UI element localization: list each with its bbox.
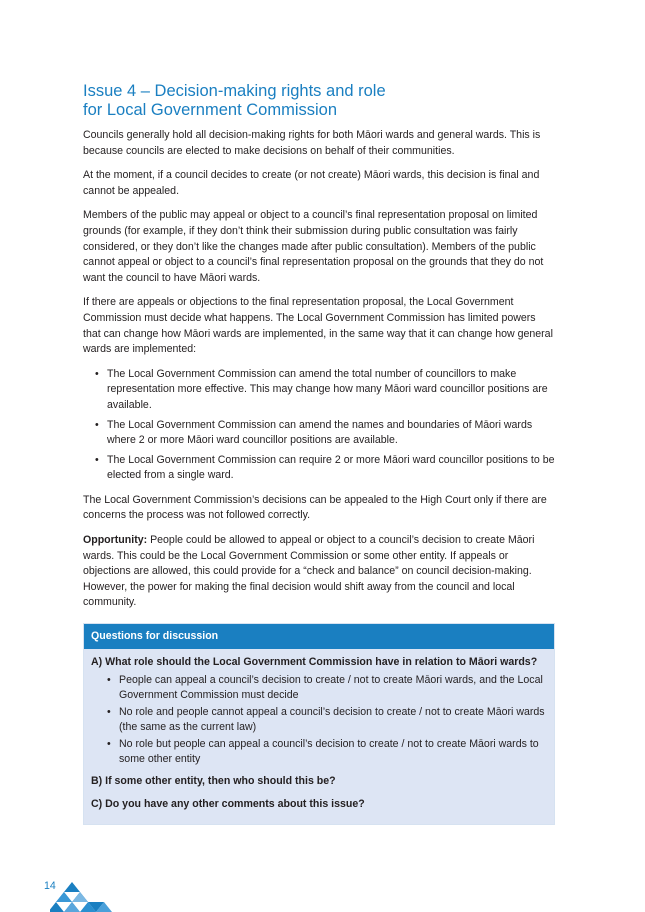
questions-header: Questions for discussion — [84, 624, 554, 649]
paragraph-4: If there are appeals or objections to the final representation proposal, the Local Government Commission must decide what happens. The Local Government Commission has limited powers that can change how Māori wards are implemented, in the same way that it can change how general wards are implemented: — [83, 296, 553, 356]
paragraph-1: Councils generally hold all decision-making rights for both Māori wards and general wards. This is because councils are elected to make decisions on behalf of their communities. — [83, 129, 541, 157]
question-b: B) If some other entity, then who should this be? — [91, 775, 336, 788]
questions-box — [83, 623, 555, 825]
commission-powers-list — [83, 367, 555, 484]
paragraph-3: Members of the public may appeal or object to a council’s final representation proposal on limited grounds (for example, if they don’t think their submission during public consultation was fairly considered, or they don’t like the changes made after public consultation). Members of the public cannot appeal or object to a council’s final representation proposal on the grounds that they do not want the council to have Māori wards. — [83, 209, 544, 284]
heading-line-2: for Local Government Commission — [83, 101, 338, 119]
opportunity-paragraph — [83, 533, 555, 611]
list-item: • The Local Government Commission can require 2 or more Māori ward councillor positions to be elected from a single ward. — [95, 453, 555, 484]
page-number: 14 — [44, 880, 56, 892]
question-a: A) What role should the Local Government Commission have in relation to Māori wards? — [91, 656, 538, 669]
list-item: • The Local Government Commission can amend the names and boundaries of Māori wards where 2 or more Māori ward councillor positions are available. — [95, 418, 555, 449]
list-item: • People can appeal a council’s decision to create / not to create Māori wards, and the Local Government Commission must decide — [107, 673, 547, 702]
paragraph-2: At the moment, if a council decides to create (or not create) Māori wards, this decision is final and cannot be appealed. — [83, 169, 540, 197]
question-c: C) Do you have any other comments about this issue? — [91, 798, 365, 811]
opportunity-label: Opportunity: — [83, 534, 148, 547]
list-item: • No role but people can appeal a council’s decision to create / not to create Māori wards to some other entity — [107, 737, 547, 766]
list-item: • No role and people cannot appeal a council’s decision to create / not to create Māori wards (the same as the current law) — [107, 705, 547, 734]
triangle-pattern-logo-icon — [50, 880, 112, 912]
page-content — [83, 82, 555, 825]
section-heading — [83, 82, 555, 120]
question-a-options — [91, 673, 547, 766]
heading-line-1: Issue 4 – Decision-making rights and role — [83, 82, 386, 100]
list-item: • The Local Government Commission can amend the total number of councillors to make representation more effective. This may change how many Māori ward councillor positions are available. — [95, 367, 555, 414]
opportunity-text: People could be allowed to appeal or object to a council’s decision to create Māori wards. This could be the Local Government Commission or some other entity. If appeals or objections are allowed, this could provide for a “check and balance” on council decision-making. However, the power for making the final decision would shift away from the council and local community. — [83, 534, 535, 609]
questions-body — [84, 649, 554, 824]
paragraph-appeals: The Local Government Commission’s decisions can be appealed to the High Court only if there are concerns the process was not followed correctly. — [83, 493, 547, 522]
